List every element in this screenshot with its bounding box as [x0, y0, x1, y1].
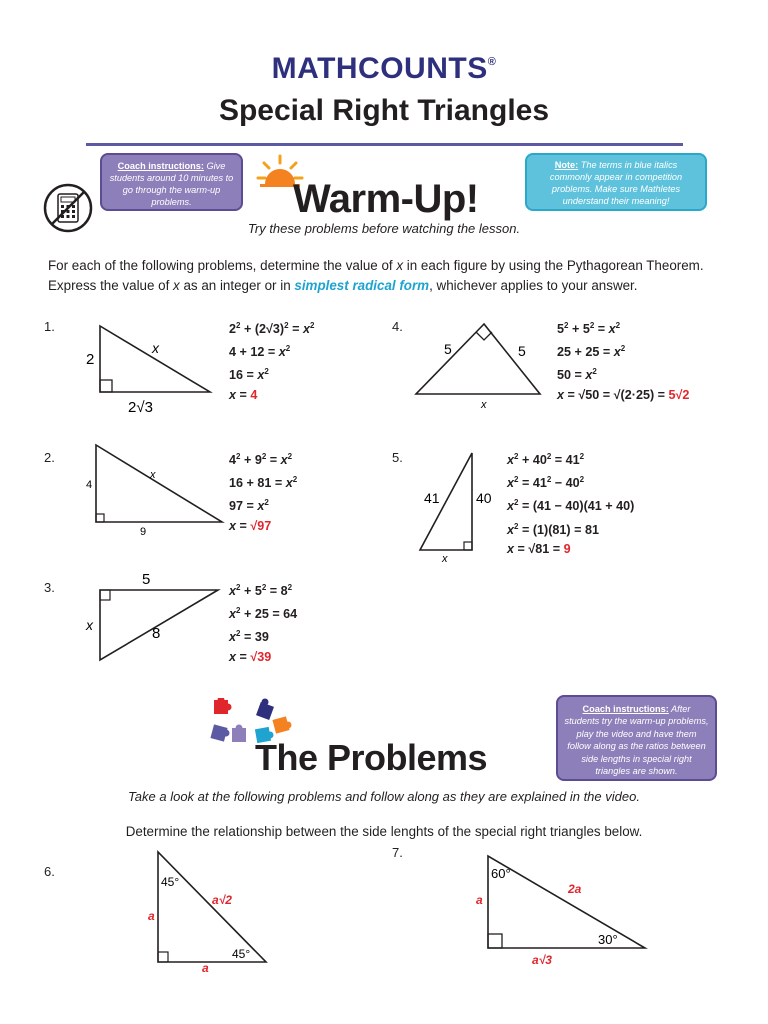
angle-label: 45° — [232, 947, 251, 961]
header-divider — [86, 143, 683, 146]
page-title: Special Right Triangles — [218, 94, 550, 127]
solution-steps: $x^2 + 5^2 = 8^2$ $x^2 + 25 = 64$ $x^2 = 39$ x = √39 — [229, 583, 298, 664]
side-label: x — [86, 617, 93, 633]
problem-number: 3. — [44, 580, 55, 595]
problem-number: 1. — [44, 319, 55, 334]
side-label: 9 — [140, 526, 147, 538]
problem-number: 7. — [392, 845, 403, 860]
solution-steps: $2^2 + (2√3)^2 = x^2$ $4 + 12 = x^2$ $16 = x^2$ x = 4 — [229, 321, 315, 402]
glossary-term: simplest radical form — [294, 278, 430, 293]
side-label: 5 — [142, 571, 151, 588]
section-title: The Problems — [255, 737, 488, 778]
solution-steps: $4^2 + 9^2 = x^2$ $16 + 81 = x^2$ $97 = x^2$ x = √97 — [229, 452, 298, 533]
problem-number: 4. — [392, 319, 403, 334]
side-label: 41 — [424, 490, 440, 506]
triangle-30-60-90 — [470, 850, 655, 972]
solution-steps: $5^2 + 5^2 = x^2$ $25 + 25 = x^2$ $50 = x^2$ x = √50 = √(2·25) = 5√2 — [557, 321, 690, 402]
angle-label: 45° — [161, 875, 180, 889]
leg-label: a — [148, 909, 155, 923]
side-label: x — [442, 553, 448, 565]
side-label: 40 — [476, 490, 492, 506]
note-box: Note: The terms in blue italics commonly appear in competition problems. Make sure Mathletes understand their meaning! — [525, 153, 707, 211]
leg-label: a√3 — [532, 953, 552, 967]
side-label: 8 — [152, 625, 161, 642]
angle-label: 60° — [491, 866, 511, 881]
triangle-figure-2 — [82, 440, 227, 540]
hypotenuse-label: a√2 — [212, 893, 232, 907]
side-label: 5 — [518, 343, 526, 359]
solution-steps: $x^2 + 40^2 = 41^2$ $x^2 = 41^2 - 40^2$ $x^2 = (41 - 40)(41 + 40)$ $x^2 = (1)(81) = 81$ x = √81 = 9 — [507, 452, 635, 556]
leg-label: a — [476, 893, 483, 907]
side-label: x — [481, 399, 487, 411]
triangle-figure-1 — [80, 316, 220, 416]
warmup-title: Warm-Up! — [293, 177, 479, 221]
triangle-45-45-90 — [140, 848, 280, 976]
brand-logo: MATHCOUNTS® — [271, 52, 497, 85]
section-instruction: Determine the relationship between the side lenghts of the special right triangles below. — [125, 824, 643, 839]
problem-number: 2. — [44, 450, 55, 465]
warmup-instructions: For each of the following problems, determine the value of x in each figure by using the Pythagorean Theorem. Express the value of x as an integer or in simplest radical form, whichever applies to your answer. — [48, 258, 704, 293]
coach-instructions-box: Coach instructions: After students try the warm-up problems, play the video and have them follow along as the ratios between side lengths in special right triangles are shown. — [556, 695, 717, 781]
triangle-figure-4 — [410, 316, 550, 411]
leg-label: a — [202, 961, 209, 975]
side-label: x — [152, 340, 159, 356]
hypotenuse-label: 2a — [568, 882, 582, 896]
side-label: x — [150, 469, 156, 481]
problem-number: 5. — [392, 450, 403, 465]
angle-label: 30° — [598, 932, 618, 947]
side-label: 4 — [86, 479, 93, 491]
side-label: 5 — [444, 341, 452, 357]
triangle-figure-3 — [82, 568, 227, 668]
warmup-subtitle: Try these problems before watching the lesson. — [247, 221, 521, 236]
side-label: 2 — [86, 351, 95, 368]
section-subtitle: Take a look at the following problems and follow along as they are explained in the video. — [128, 789, 640, 804]
problem-number: 6. — [44, 864, 55, 879]
side-label: 2√3 — [128, 399, 153, 416]
coach-instructions-box: Coach instructions: Give students around 10 minutes to go through the warm-up problems. — [100, 153, 243, 211]
triangle-figure-5 — [412, 448, 502, 566]
